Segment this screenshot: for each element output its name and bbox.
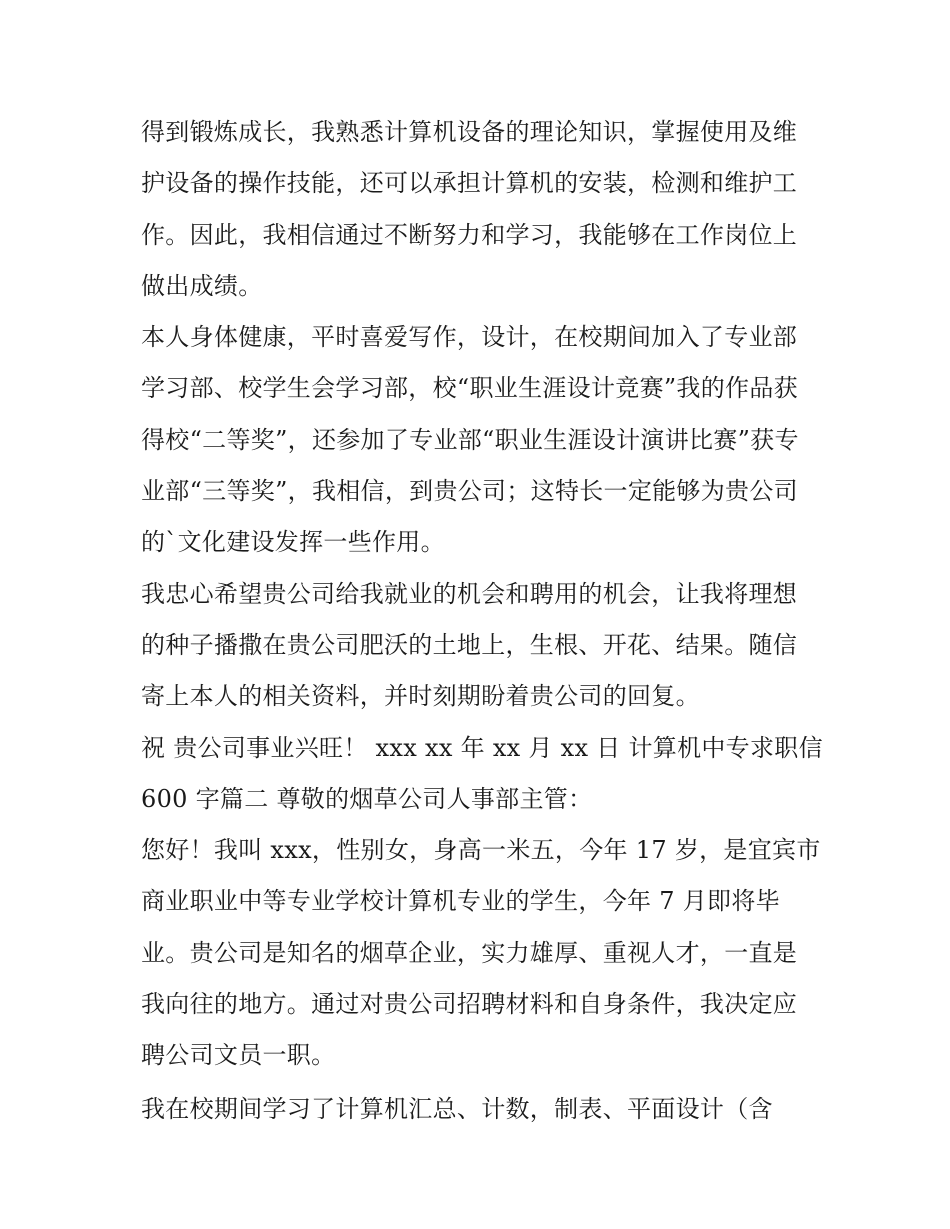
text-line: 护设备的操作技能，还可以承担计算机的安装，检测和维护工	[141, 169, 798, 198]
text-line: 的`文化建设发挥一些作用。	[141, 528, 445, 557]
text-line: 本人身体健康，平时喜爱写作，设计，在校期间加入了专业部	[141, 323, 798, 352]
text-line: 得校“二等奖”，还参加了专业部“职业生涯设计演讲比赛”获专	[141, 425, 799, 454]
text-line: 得到锻炼成长，我熟悉计算机设备的理论知识，掌握使用及维	[141, 118, 798, 146]
text-line: 商业职业中等专业学校计算机专业的学生，今年 7 月即将毕	[141, 887, 780, 916]
text-line: 作。因此，我相信通过不断努力和学习，我能够在工作岗位上	[141, 220, 798, 249]
body-text	[141, 107, 821, 1135]
text-line: 聘公司文员一职。	[141, 1041, 336, 1070]
text-line: 寄上本人的相关资料，并时刻期盼着贵公司的回复。	[141, 682, 700, 711]
text-line: 做出成绩。	[141, 271, 263, 300]
text-line: 学习部、校学生会学习部，校“职业生涯设计竞赛”我的作品获	[141, 374, 798, 403]
text-line: 业部“三等奖”，我相信，到贵公司；这特长一定能够为贵公司	[141, 477, 798, 506]
text-line: 600 字篇二 尊敬的烟草公司人事部主管：	[141, 784, 593, 813]
text-line: 祝 贵公司事业兴旺！ xxx xx 年 xx 月 xx 日 计算机中专求职信	[141, 733, 823, 762]
text-line: 您好！我叫 xxx，性别女，身高一米五，今年 17 岁，是宜宾市	[141, 836, 821, 865]
text-line: 业。贵公司是知名的烟草企业，实力雄厚、重视人才，一直是	[141, 938, 798, 967]
text-line: 我向往的地方。通过对贵公司招聘材料和自身条件，我决定应	[141, 990, 798, 1019]
text-line: 我忠心希望贵公司给我就业的机会和聘用的机会，让我将理想	[141, 579, 798, 608]
text-line: 我在校期间学习了计算机汇总、计数，制表、平面设计（含	[141, 1094, 773, 1123]
text-line: 的种子播撒在贵公司肥沃的土地上，生根、开花、结果。随信	[141, 630, 798, 659]
